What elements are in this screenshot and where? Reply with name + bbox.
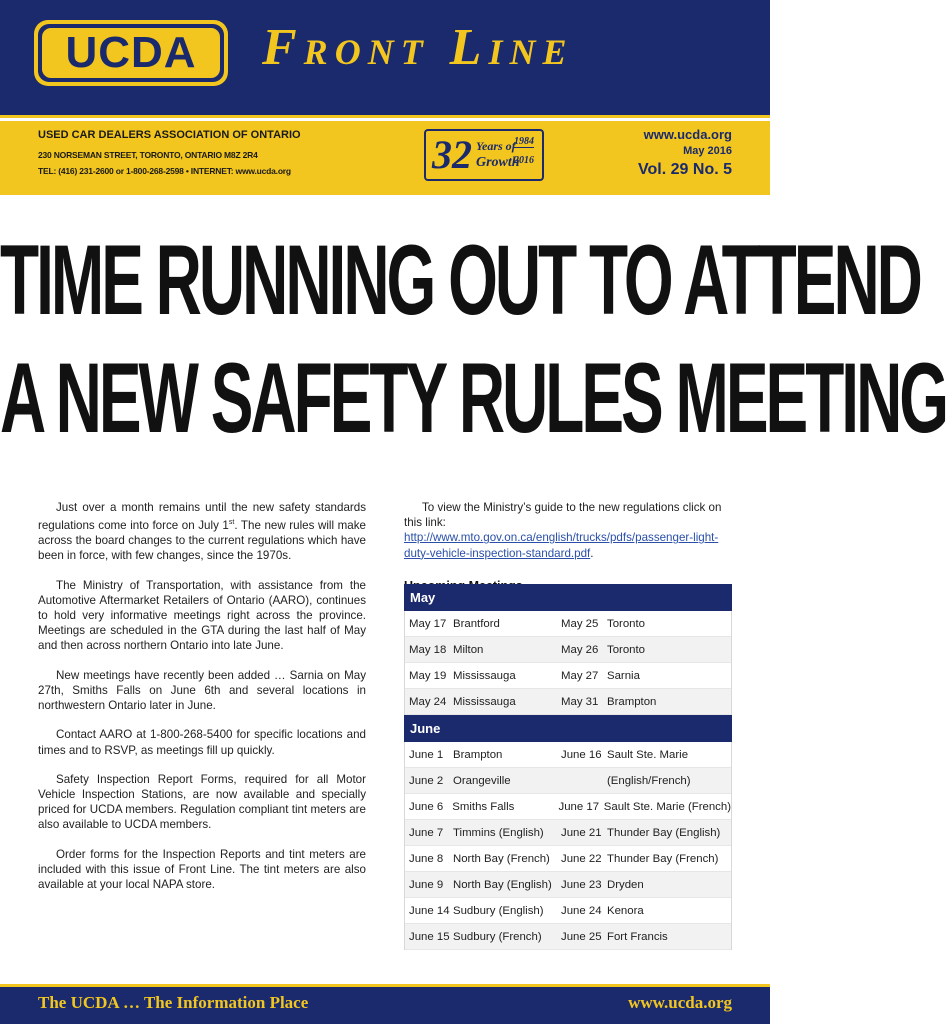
article-paragraph: Contact AARO at 1-800-268-5400 for specific locations and times and to RSVP, as meetings fill up quickly. [38, 728, 366, 757]
meeting-row [405, 820, 731, 846]
meeting-row [405, 898, 731, 924]
meeting-date: June 24 [561, 905, 602, 917]
meeting-place: (English/French) [607, 775, 691, 787]
association-contact: TEL: (416) 231-2600 or 1-800-268-2598 • INTERNET: www.ucda.org [38, 166, 291, 176]
may-rows [404, 611, 732, 715]
meeting-date: May 18 [409, 644, 447, 656]
meeting-row [405, 794, 731, 820]
ucda-logo [34, 20, 228, 86]
meeting-date: May 17 [409, 618, 447, 630]
guide-paragraph: To view the Ministry’s guide to the new regulations click on this link: http://www.mto.gov.on.ca/english/trucks/pdfs/passenger-light-duty-vehicle-inspection-standard.pdf. [404, 501, 722, 560]
meeting-place: Timmins (English) [453, 827, 544, 839]
meeting-date: May 26 [561, 644, 599, 656]
meeting-row [405, 637, 731, 663]
meeting-place: Sudbury (French) [453, 931, 542, 943]
meeting-place: Toronto [607, 618, 645, 630]
meeting-row [405, 689, 731, 715]
meeting-place: Orangeville [453, 775, 511, 787]
info-band [0, 121, 770, 195]
meeting-place: Brampton [607, 696, 657, 708]
guide-link[interactable]: http://www.mto.gov.on.ca/english/trucks/pdfs/passenger-light-duty-vehicle-inspection-standard.pdf [404, 531, 719, 560]
meeting-date: May 24 [409, 696, 447, 708]
issue-volume: Vol. 29 No. 5 [638, 161, 732, 178]
meeting-row [405, 872, 731, 898]
meeting-date: May 25 [561, 618, 599, 630]
meeting-date: May 27 [561, 670, 599, 682]
meeting-place: Thunder Bay (English) [607, 827, 721, 839]
anniversary-start-year: 1984 [514, 136, 534, 147]
meeting-row [405, 742, 731, 768]
article-paragraph: Order forms for the Inspection Reports and tint meters are included with this issue of Front Line. The tint meters are also available at your local NAPA store. [38, 847, 366, 891]
meeting-place: Mississauga [453, 696, 516, 708]
june-rows [404, 742, 732, 950]
meeting-date: May 19 [409, 670, 447, 682]
meeting-date: June 15 [409, 931, 450, 943]
meeting-place: North Bay (English) [453, 879, 552, 891]
meeting-date: June 22 [561, 853, 602, 865]
article-paragraph: Safety Inspection Report Forms, required for all Motor Vehicle Inspection Stations, are now available and specially priced for UCDA members. Regulation compliant tint meters are also available to UCDA members. [38, 772, 366, 832]
meeting-place: Brampton [453, 749, 503, 761]
meeting-row [405, 846, 731, 872]
anniversary-badge [424, 129, 544, 181]
issue-date: May 2016 [683, 145, 732, 157]
association-address: 230 NORSEMAN STREET, TORONTO, ONTARIO M8Z 2R4 [38, 150, 258, 160]
meeting-date: June 25 [561, 931, 602, 943]
meeting-place: North Bay (French) [453, 853, 550, 865]
meeting-date: June 14 [409, 905, 450, 917]
footer-tagline: The UCDA … The Information Place [38, 993, 309, 1012]
meeting-place: Sarnia [607, 670, 640, 682]
anniversary-growth-label: Growth [476, 155, 520, 170]
anniversary-number: 32 [432, 132, 472, 177]
headline [0, 224, 946, 460]
article-left-column [38, 500, 366, 906]
meeting-place: Smiths Falls [452, 801, 515, 813]
article-paragraph: Just over a month remains until the new safety standards regulations come into force on July 1st. The new rules will make across the board changes to the current regulations which have been in force, with few changes, since the 1970s. [38, 501, 366, 563]
meeting-date: June 17 [558, 801, 600, 813]
meeting-place: Brantford [453, 618, 500, 630]
meeting-place: Sault Ste. Marie [607, 749, 689, 761]
meeting-date: May 31 [561, 696, 599, 708]
meeting-row [405, 924, 731, 950]
meeting-date: June 21 [561, 827, 602, 839]
meeting-date: June 9 [409, 879, 444, 891]
meeting-row [405, 611, 731, 637]
meeting-date: June 8 [409, 853, 444, 865]
meeting-date: June 1 [409, 749, 444, 761]
meeting-row [405, 768, 731, 794]
meeting-date: June 16 [561, 749, 602, 761]
month-header-may: May [404, 584, 732, 611]
meeting-date: June 7 [409, 827, 444, 839]
newsletter-title: Front Line [262, 19, 574, 76]
meeting-place: Fort Francis [607, 931, 668, 943]
meeting-place: Dryden [607, 879, 644, 891]
headline-line-2: A NEW SAFETY RULES MEETING [0, 342, 946, 454]
article-paragraph: The Ministry of Transportation, with assistance from the Automotive Aftermarket Retailers of Ontario (AARO), continues to hold very informative meetings right across the province. Meetings are scheduled in the GTA during the last half of May and then across northern Ontario into late June. [38, 578, 366, 653]
meeting-date: June 6 [409, 801, 444, 813]
article-paragraph: New meetings have recently been added … Sarnia on May 27th, Smiths Falls on June 6th and several locations in northwestern Ontario later in June. [38, 668, 366, 713]
anniversary-years-label: Years of [476, 139, 516, 153]
meeting-place: Milton [453, 644, 484, 656]
month-header-june: June [404, 715, 732, 742]
logo-text: UCDA [65, 28, 197, 77]
meeting-place: Sault Ste. Marie (French) [603, 801, 732, 813]
meeting-place: Toronto [607, 644, 645, 656]
meeting-date: June 23 [561, 879, 602, 891]
meeting-place: Thunder Bay (French) [607, 853, 719, 865]
footer [0, 984, 770, 1024]
meeting-date [561, 768, 607, 793]
footer-website[interactable]: www.ucda.org [628, 993, 732, 1012]
article-right-column [404, 500, 734, 594]
meeting-row [405, 663, 731, 689]
meetings-table [404, 584, 732, 950]
meeting-place: Mississauga [453, 670, 516, 682]
association-name: USED CAR DEALERS ASSOCIATION OF ONTARIO [38, 129, 301, 141]
masthead [0, 0, 770, 118]
meeting-date: June 2 [409, 775, 444, 787]
meeting-place: Sudbury (English) [453, 905, 544, 917]
headline-line-1: TIME RUNNING OUT TO ATTEND [0, 224, 920, 336]
anniversary-end-year: 2016 [514, 155, 534, 166]
meeting-place: Kenora [607, 905, 644, 917]
website-link[interactable]: www.ucda.org [643, 127, 732, 142]
